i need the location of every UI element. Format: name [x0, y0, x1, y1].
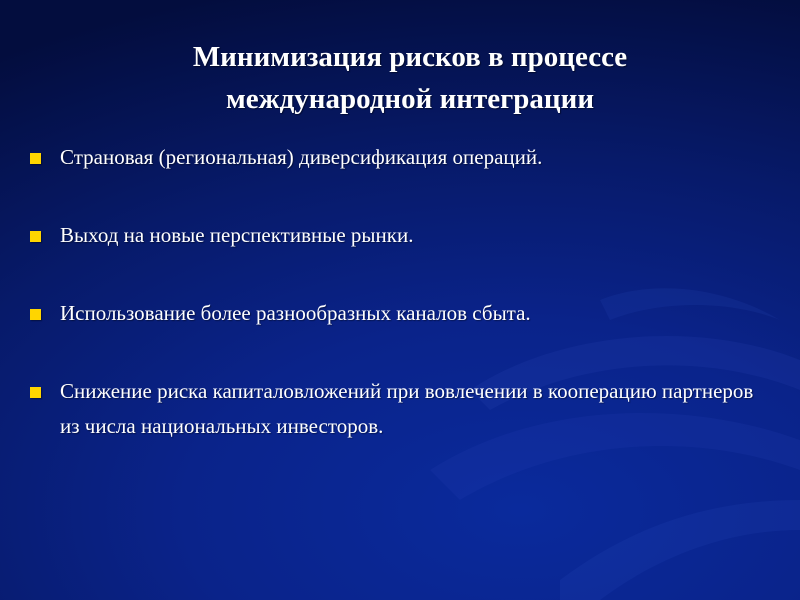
bullet-list [28, 140, 768, 487]
square-bullet-icon [30, 309, 41, 320]
square-bullet-icon [30, 153, 41, 164]
bullet-text: Снижение риска капиталовложений при вовлечении в кооперацию партнеров из числа национальных инвесторов. [60, 379, 754, 438]
bullet-item-diversification [28, 140, 768, 175]
bullet-item-sales-channels [28, 296, 768, 331]
bullet-text: Страновая (региональная) диверсификация операций. [60, 145, 543, 169]
bullet-item-investment-risk [28, 374, 768, 444]
bullet-text: Использование более разнообразных каналов сбыта. [60, 301, 531, 325]
square-bullet-icon [30, 231, 41, 242]
bullet-item-new-markets [28, 218, 768, 253]
bullet-text: Выход на новые перспективные рынки. [60, 223, 414, 247]
slide-title [80, 36, 740, 120]
square-bullet-icon [30, 387, 41, 398]
title-line-2: международной интеграции [225, 83, 595, 115]
title-line-1: Минимизация рисков в процессе [192, 41, 628, 73]
